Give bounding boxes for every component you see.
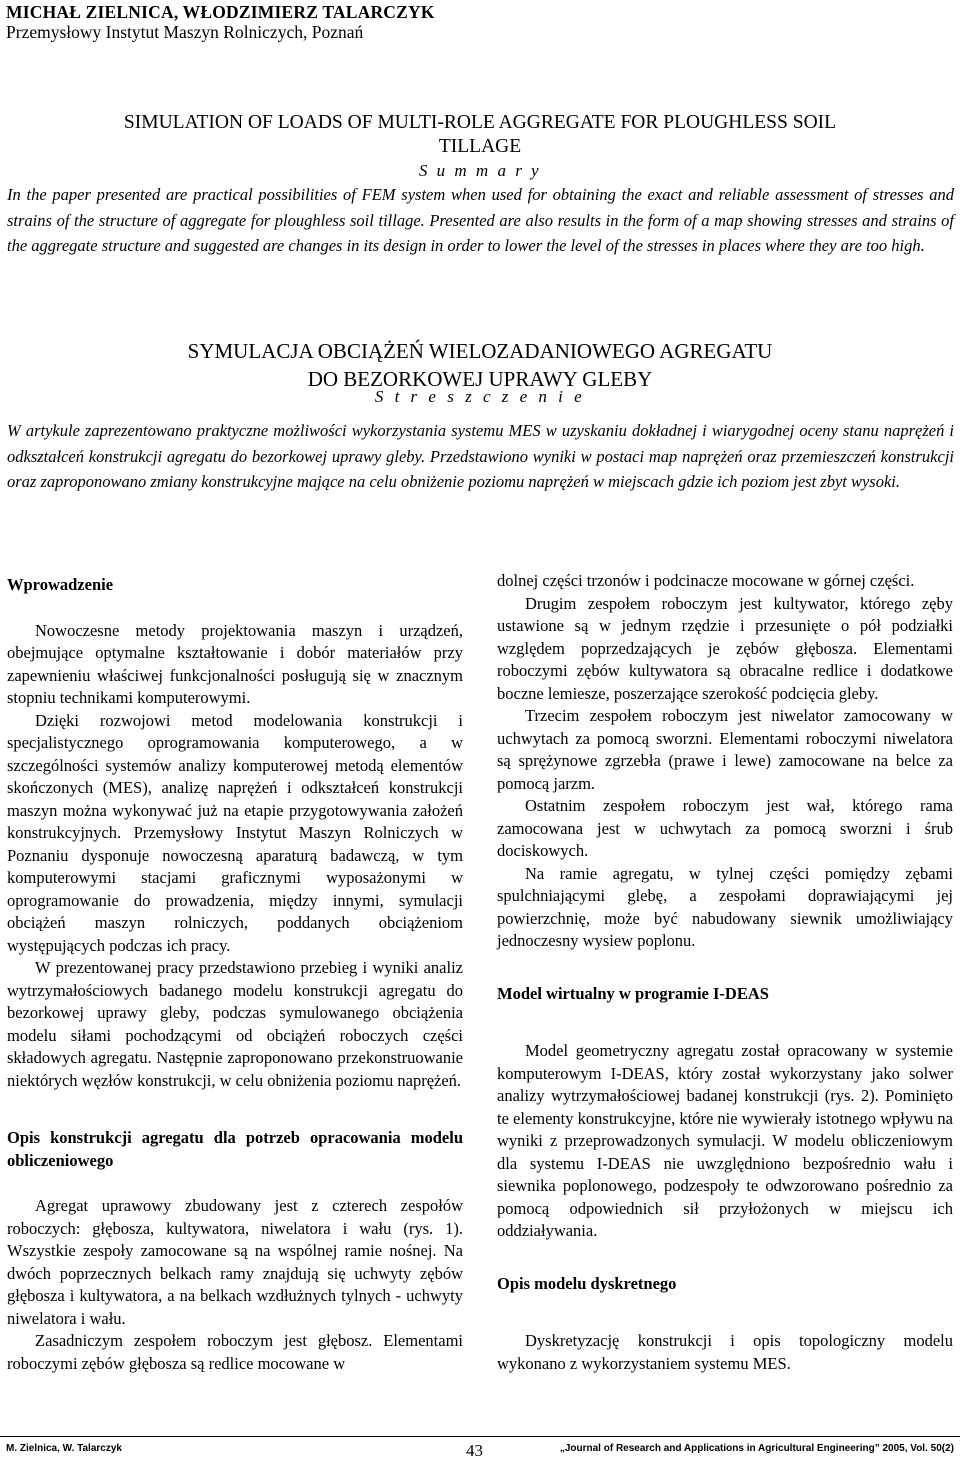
- english-title-line2: TILLAGE: [438, 136, 522, 157]
- paragraph: Zasadniczym zespołem roboczym jest głębosz. Elementami roboczymi zębów głębosza są redlice mocowane w: [7, 1331, 463, 1373]
- paragraph: dolnej części trzonów i podcinacze mocowane w górnej części.: [497, 571, 915, 590]
- footer-journal: „Journal of Research and Applications in Agricultural Engineering” 2005, Vol. 50(2): [559, 1443, 954, 1454]
- affiliation: Przemysłowy Instytut Maszyn Rolniczych, Poznań: [6, 22, 364, 42]
- paragraph: Agregat uprawowy zbudowany jest z czterech zespołów roboczych: głębosza, kultywatora, niwelatora i wału (rys. 1). Wszystkie zespoły zamocowane są na wspólnej ramie nośnej. Na dwóch poprzecznych belkach ramy znajdują się uchwyty zębów głębosza i kultywatora, a na belkach wzdłużnych tylnych - uchwyty niwelatora i wału.: [7, 1196, 463, 1328]
- polish-title-line1: SYMULACJA OBCIĄŻEŃ WIELOZADANIOWEGO AGREGATU: [187, 339, 773, 363]
- paragraph: Drugim zespołem roboczym jest kultywator, którego zęby ustawione są w jednym rzędzie i przesunięte o pół podziałki względem poprzedzających je zębów głębosza. Elementami roboczymi zębów kultywatora są obracalne redlice i dodatkowe boczne lemiesze, poszerzające szerokość podcięcia gleby.: [497, 593, 953, 703]
- english-title-line1: SIMULATION OF LOADS OF MULTI-ROLE AGGREGATE FOR PLOUGHLESS SOIL: [123, 112, 837, 133]
- summary-heading: S u m m a r y: [418, 161, 542, 180]
- polish-abstract: W artykule zaprezentowano praktyczne możliwości wykorzystania systemu MES w uzyskaniu dokładnej i wiarygodnej oceny stanu naprężeń i odkształceń konstrukcji agregatu do bezorkowej uprawy gleby. Przedstawiono wyniki w postaci map naprężeń oraz przemieszczeń konstrukcji oraz zaproponowano zmiany konstrukcyjne mające na celu obniżenie poziomu naprężeń w miejscach gdzie ich poziom jest zbyt wysoki.: [7, 421, 954, 491]
- paragraph: Dyskretyzację konstrukcji i opis topologiczny modelu wykonano z wykorzystaniem systemu MES.: [497, 1331, 953, 1373]
- right-column: [497, 570, 953, 1375]
- english-abstract: In the paper presented are practical possibilities of FEM system when used for obtaining the exact and reliable assessment of stresses and strains of the structure of aggregate for ploughless soil tillage. Presented are also results in the form of a map showing stresses and strains of the aggregate structure and suggested are changes in its design in order to lower the level of the stresses in places where they are too high.: [7, 185, 954, 255]
- paragraph: W prezentowanej pracy przedstawiono przebieg i wyniki analiz wytrzymałościowych badanego modelu konstrukcji agregatu do bezorkowej uprawy gleby, podczas symulowanego obciążenia modelu siłami pochodzącymi od obciążeń roboczych części składowych agregatu. Następnie zaproponowano przekonstruowanie niektórych węzłów konstrukcji, w celu obniżenia poziomu naprężeń.: [7, 958, 463, 1090]
- polish-title-line2: DO BEZORKOWEJ UPRAWY GLEBY: [307, 367, 653, 391]
- polish-title: [0, 337, 960, 393]
- paragraph: Ostatnim zespołem roboczym jest wał, którego rama zamocowana jest w uchwytach za pomocą sworzni i śrub dociskowych.: [497, 796, 953, 860]
- page-number: 43: [466, 1441, 483, 1460]
- left-column: [7, 574, 463, 1375]
- paragraph: Na ramie agregatu, w tylnej części pomiędzy zębami spulchniającymi glebę, a zespołami doprawiającymi jej powierzchnię, może być nabudowany siewnik umożliwiający jednoczesny wysiew poplonu.: [497, 863, 953, 950]
- section-heading-construction: Opis konstrukcji agregatu dla potrzeb opracowania modelu obliczeniowego: [7, 1128, 463, 1170]
- paragraph: Dzięki rozwojowi metod modelowania konstrukcji i specjalistycznego oprogramowania komputerowego, a w szczególności systemów analizy komputerowej metodą elementów skończonych (MES), analizę naprężeń i odkształceń konstrukcji maszyn można wykonywać już na etapie przygotowywania założeń konstrukcyjnych. Przemysłowy Instytut Maszyn Rolniczych w Poznaniu dysponuje nowoczesną aparaturą badawczą, w tym komputerowymi stacjami graficznymi wyposażonymi w oprogramowanie do prowadzenia, między innymi, symulacji obciążeń maszyn rolniczych, poddanych obciążeniom występujących podczas ich pracy.: [7, 710, 463, 955]
- english-title: [0, 111, 960, 159]
- authors: MICHAŁ ZIELNICA, WŁODZIMIERZ TALARCZYK: [6, 2, 435, 22]
- section-heading-intro: Wprowadzenie: [7, 575, 114, 594]
- streszczenie-heading: S t r e s z c z e n i e: [374, 387, 586, 406]
- paragraph: Model geometryczny agregatu został opracowany w systemie komputerowym I-DEAS, który został wykorzystany jako solwer analizy wytrzymałościowej badanej konstrukcji (rys. 2). Pominięto te elementy konstrukcyjne, które nie wywierały istotnego wpływu na wyniki z przeprowadzonych symulacji. W modelu obliczeniowym dla systemu I-DEAS nie uwzględniono bezpośrednio wału i siewnika poplonowego, podzespoły te odwzorowano pośrednio za pomocą odpowiednich sił przyłożonych w miejscu ich oddziaływania.: [497, 1041, 953, 1240]
- footer-divider: [0, 1436, 960, 1437]
- footer-authors: M. Zielnica, W. Talarczyk: [6, 1443, 122, 1454]
- section-heading-discrete-model: Opis modelu dyskretnego: [497, 1273, 677, 1293]
- paragraph: Nowoczesne metody projektowania maszyn i urządzeń, obejmujące optymalne kształtowanie i dobór materiałów przy zapewnieniu właściwej funkcjonalności posługują się w znacznym stopniu technikami komputerowymi.: [7, 620, 463, 707]
- paragraph: Trzecim zespołem roboczym jest niwelator zamocowany w uchwytach za pomocą sworzni. Elementami roboczymi niwelatora są sprężynowe zgrzebła (prawe i lewe) zamocowane na belce za pomocą jarzm.: [497, 706, 953, 793]
- section-heading-virtual-model: Model wirtualny w programie I-DEAS: [497, 983, 769, 1003]
